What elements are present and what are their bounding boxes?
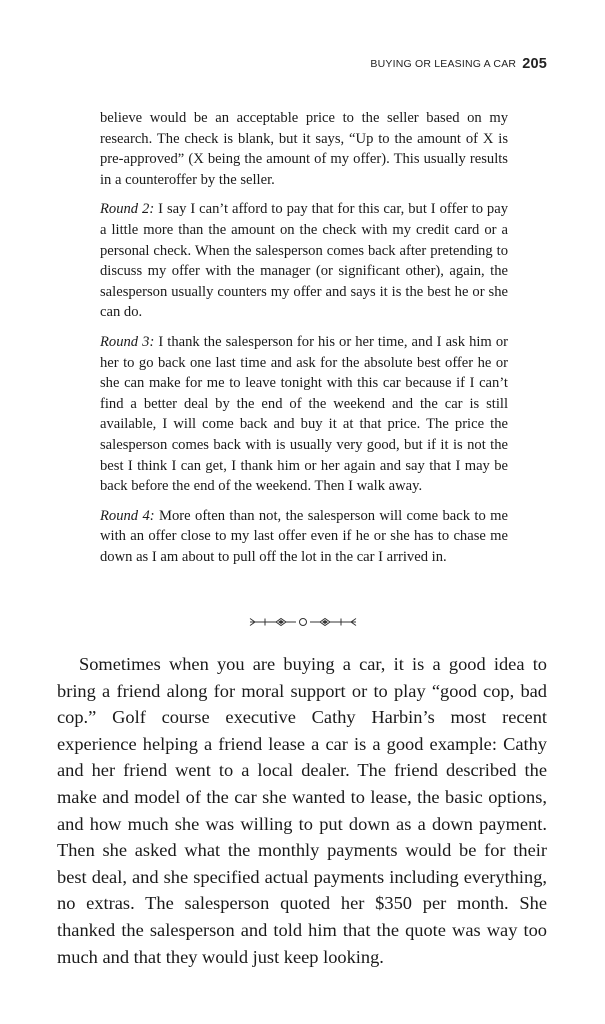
round-3-label: Round 3: [100,333,155,350]
running-header [370,55,547,71]
section-divider [0,615,605,629]
main-body-text [57,651,547,970]
negotiation-rounds-sidebar [100,108,508,576]
round-3-paragraph [100,332,508,497]
round-4-label: Round 4: [100,507,155,524]
body-paragraph: Sometimes when you are buying a car, it is a good idea to bring a friend along for moral support or to play “good cop, bad cop.” Golf course executive Cathy Harbin’s most recent experience helping a friend lease a car is a good example: Cathy and her friend went to a local dealer. The friend described the make and model of the car she wanted to lease, the basic options, and how much she was willing to put down as a down payment. Then she asked what the monthly payments would be for their best deal, and she specified actual payments including everything, no extras. The salesperson quoted her $350 per month. She thanked the salesperson and told him that the quote was way too much and that they would just keep looking. [57,654,547,967]
round-4-paragraph [100,506,508,568]
round-2-paragraph [100,199,508,323]
page-number: 205 [522,56,547,72]
round-4-text: More often than not, the salesperson will come back to me with an offer close to my last offer even if he or she has to chase me down as I am about to pull off the lot in the car I arrived in. [100,507,508,565]
section-divider-ornament-icon [248,616,358,628]
round-2-label: Round 2: [100,201,155,218]
round-2-text: I say I can’t afford to pay that for this car, but I offer to pay a little more than the amount on the check with my credit card or a personal check. When the salesperson comes back after pretending to discuss my offer with the manager (or significant other), again, the salesperson usually counters my offer and says it is the best he or she can do. [100,201,508,321]
sidebar-intro-paragraph: believe would be an acceptable price to the seller based on my research. The check is blank, but it says, “Up to the amount of X is pre-approved” (X being the amount of my offer). This usually results in a counteroffer by the seller. [100,110,508,188]
running-title: BUYING OR LEASING A CAR [370,58,517,70]
round-3-text: I thank the salesperson for his or her time, and I ask him or her to go back one last time and ask for the absolute best offer he or she can make for me to leave tonight with this car because if I can’t find a better deal by the end of the weekend and the car is still available, I will come back and buy it at that price. The price the salesperson comes back with is usually very good, but if it is not the best I think I can get, I thank him or her again and say that I may be back before the end of the weekend. Then I walk away. [100,333,508,495]
